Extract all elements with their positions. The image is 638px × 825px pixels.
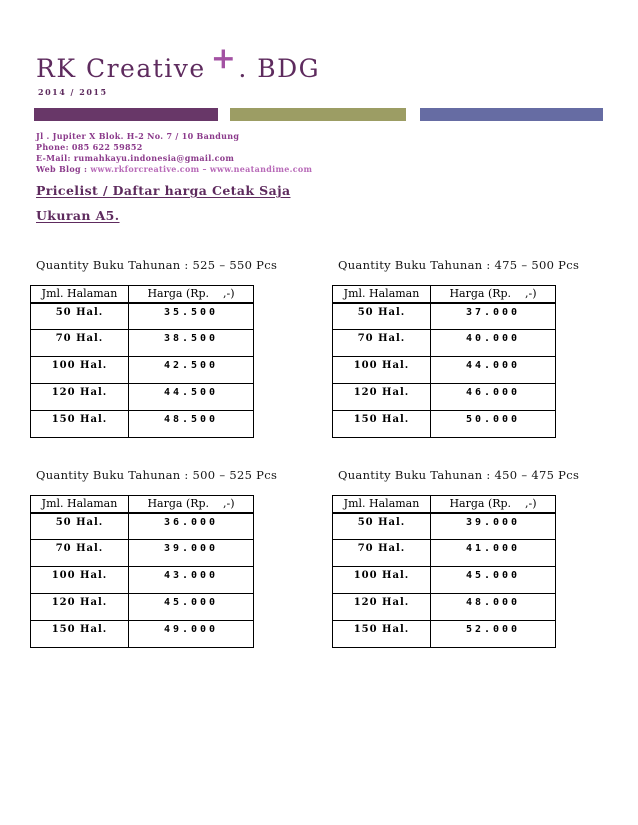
column-header-price: Harga (Rp. ,-) [129, 496, 254, 513]
price-table [332, 495, 556, 648]
table-row [333, 567, 556, 594]
column-header-pages: Jml. Halaman [333, 286, 431, 303]
pages-cell: 70 Hal. [31, 330, 129, 357]
contact-webblog-links[interactable]: www.rkforcreative.com – www.neatandime.com [90, 164, 313, 174]
table-row [333, 621, 556, 648]
table-header-row [333, 286, 556, 303]
table-row [31, 594, 254, 621]
table-row [31, 384, 254, 411]
table-header-row [31, 286, 254, 303]
price-table [332, 285, 556, 438]
price-cell: 36.000 [129, 513, 254, 540]
table-title: Quantity Buku Tahunan : 450 – 475 Pcs [338, 468, 580, 482]
pages-cell: 120 Hal. [31, 594, 129, 621]
table-row [31, 540, 254, 567]
column-header-pages: Jml. Halaman [31, 286, 129, 303]
price-cell: 52.000 [431, 621, 556, 648]
table-title: Quantity Buku Tahunan : 475 – 500 Pcs [338, 258, 580, 272]
pages-cell: 50 Hal. [31, 303, 129, 330]
pages-cell: 150 Hal. [333, 621, 431, 648]
price-cell: 50.000 [431, 411, 556, 438]
divider-bar-olive [230, 108, 406, 121]
brand-title [36, 41, 321, 85]
divider-bar-blue [420, 108, 603, 121]
table-row [333, 303, 556, 330]
table-row [31, 411, 254, 438]
contact-email: E-Mail: rumahkayu.indonesia@gmail.com [36, 153, 235, 163]
price-cell: 43.000 [129, 567, 254, 594]
table-row [333, 411, 556, 438]
price-cell: 42.500 [129, 357, 254, 384]
price-cell: 44.000 [431, 357, 556, 384]
table-row [31, 303, 254, 330]
divider-bar-purple [34, 108, 218, 121]
pages-cell: 150 Hal. [333, 411, 431, 438]
price-cell: 49.000 [129, 621, 254, 648]
price-section-500-525 [30, 468, 278, 648]
pages-cell: 100 Hal. [333, 357, 431, 384]
price-cell: 35.500 [129, 303, 254, 330]
price-cell: 46.000 [431, 384, 556, 411]
table-row [31, 621, 254, 648]
price-cell: 44.500 [129, 384, 254, 411]
pages-cell: 100 Hal. [31, 357, 129, 384]
pages-cell: 50 Hal. [333, 303, 431, 330]
price-cell: 40.000 [431, 330, 556, 357]
column-header-pages: Jml. Halaman [31, 496, 129, 513]
size-heading: Ukuran A5. [36, 208, 120, 223]
price-cell: 39.000 [431, 513, 556, 540]
price-table [30, 495, 254, 648]
price-cell: 37.000 [431, 303, 556, 330]
price-cell: 38.500 [129, 330, 254, 357]
price-cell: 48.000 [431, 594, 556, 621]
price-section-475-500 [332, 258, 580, 438]
table-row [333, 540, 556, 567]
table-row [333, 594, 556, 621]
price-cell: 48.500 [129, 411, 254, 438]
table-row [333, 357, 556, 384]
column-header-pages: Jml. Halaman [333, 496, 431, 513]
price-cell: 41.000 [431, 540, 556, 567]
table-row [31, 357, 254, 384]
table-row [333, 330, 556, 357]
contact-block [36, 132, 312, 176]
contact-webblog [36, 165, 312, 174]
table-title: Quantity Buku Tahunan : 525 – 550 Pcs [36, 258, 278, 272]
table-row [31, 567, 254, 594]
table-title: Quantity Buku Tahunan : 500 – 525 Pcs [36, 468, 278, 482]
pages-cell: 70 Hal. [333, 540, 431, 567]
price-section-450-475 [332, 468, 580, 648]
price-section-525-550 [30, 258, 278, 438]
table-header-row [31, 496, 254, 513]
pricelist-heading: Pricelist / Daftar harga Cetak Saja [36, 183, 291, 198]
contact-address: Jl . Jupiter X Blok. H-2 No. 7 / 10 Bandung [36, 131, 240, 141]
pages-cell: 120 Hal. [333, 384, 431, 411]
price-cell: 39.000 [129, 540, 254, 567]
pages-cell: 120 Hal. [31, 384, 129, 411]
pages-cell: 70 Hal. [31, 540, 129, 567]
table-row [31, 330, 254, 357]
price-cell: 45.000 [431, 567, 556, 594]
column-header-price: Harga (Rp. ,-) [129, 286, 254, 303]
table-header-row [333, 496, 556, 513]
pages-cell: 70 Hal. [333, 330, 431, 357]
column-header-price: Harga (Rp. ,-) [431, 286, 556, 303]
pages-cell: 150 Hal. [31, 621, 129, 648]
brand-name-right: . BDG [238, 54, 321, 83]
plus-icon: + [210, 41, 238, 76]
pages-cell: 50 Hal. [333, 513, 431, 540]
pages-cell: 50 Hal. [31, 513, 129, 540]
table-row [333, 513, 556, 540]
brand-season: 2014 / 2015 [38, 87, 108, 97]
table-row [31, 513, 254, 540]
column-header-price: Harga (Rp. ,-) [431, 496, 556, 513]
price-table [30, 285, 254, 438]
pages-cell: 120 Hal. [333, 594, 431, 621]
contact-phone: Phone: 085 622 59852 [36, 142, 143, 152]
brand-name-left: RK Creative [36, 54, 206, 83]
pages-cell: 100 Hal. [333, 567, 431, 594]
pages-cell: 100 Hal. [31, 567, 129, 594]
pages-cell: 150 Hal. [31, 411, 129, 438]
table-row [333, 384, 556, 411]
price-cell: 45.000 [129, 594, 254, 621]
contact-webblog-label: Web Blog : [36, 164, 88, 174]
